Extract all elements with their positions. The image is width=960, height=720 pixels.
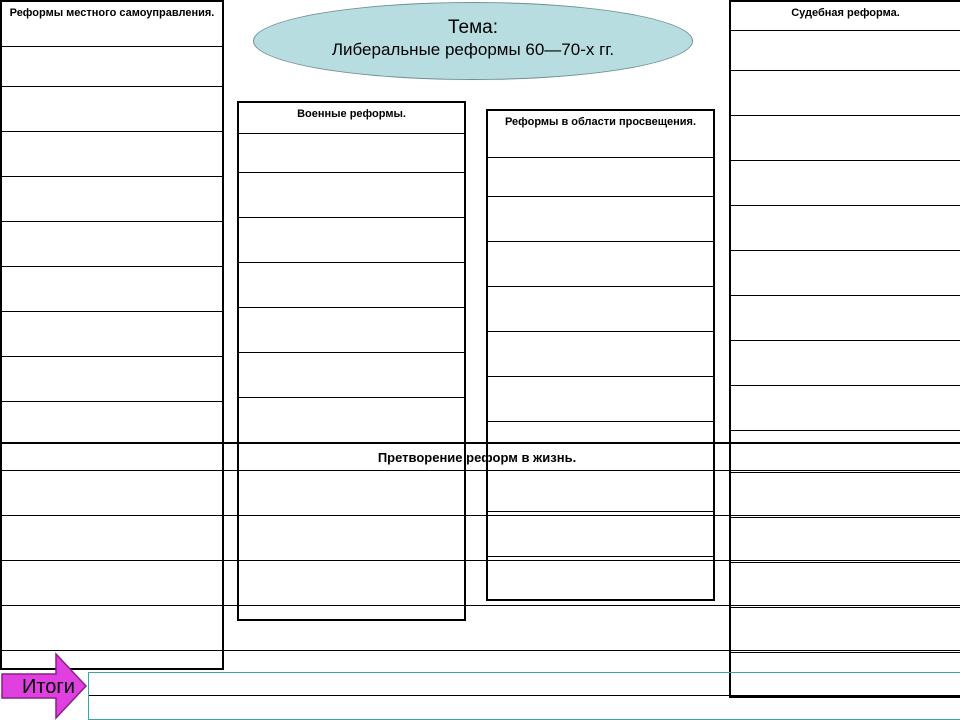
empty-row — [239, 172, 464, 173]
empty-row — [731, 115, 960, 116]
empty-row — [488, 376, 713, 377]
empty-row — [731, 385, 960, 386]
implementation-line — [0, 650, 960, 651]
empty-row — [731, 430, 960, 431]
empty-row — [488, 331, 713, 332]
empty-row — [731, 205, 960, 206]
empty-row — [731, 340, 960, 341]
military-reforms-column — [237, 101, 466, 621]
empty-row — [239, 397, 464, 398]
empty-row — [2, 176, 222, 177]
topic-label: Тема: — [447, 17, 498, 38]
topic-title: Либеральные реформы 60—70-х гг. — [331, 40, 615, 59]
result-label: Итоги — [22, 676, 75, 698]
topic-ellipse — [253, 2, 693, 80]
empty-row — [2, 266, 222, 267]
empty-row — [731, 472, 960, 473]
empty-row — [488, 196, 713, 197]
empty-row — [2, 221, 222, 222]
empty-row — [488, 511, 713, 512]
judicial-reform-column — [729, 0, 960, 698]
implementation-line — [0, 470, 960, 471]
implementation-line — [0, 560, 960, 561]
local-government-column — [0, 0, 224, 670]
empty-row — [239, 307, 464, 308]
empty-row — [731, 295, 960, 296]
empty-row — [731, 652, 960, 653]
implementation-divider — [0, 442, 960, 444]
empty-row — [488, 421, 713, 422]
empty-row — [731, 607, 960, 608]
education-reforms-title: Реформы в области просвещения. — [488, 111, 713, 158]
empty-row — [488, 556, 713, 557]
education-reforms-column — [486, 109, 715, 601]
military-reforms-title: Военные реформы. — [239, 103, 464, 134]
judicial-reform-title: Судебная реформа. — [731, 2, 960, 31]
empty-row — [239, 352, 464, 353]
local-government-title: Реформы местного самоуправления. — [2, 2, 222, 47]
empty-row — [731, 562, 960, 563]
empty-row — [2, 131, 222, 132]
implementation-title: Претворение реформ в жизнь. — [377, 450, 577, 465]
empty-row — [731, 517, 960, 518]
result-box — [88, 672, 960, 720]
empty-row — [2, 356, 222, 357]
empty-row — [2, 401, 222, 402]
implementation-line — [0, 515, 960, 516]
empty-row — [2, 86, 222, 87]
empty-row — [488, 241, 713, 242]
empty-row — [488, 286, 713, 287]
empty-row — [731, 160, 960, 161]
empty-row — [731, 250, 960, 251]
implementation-line — [0, 605, 960, 606]
empty-row — [239, 262, 464, 263]
empty-row — [239, 217, 464, 218]
empty-row — [731, 70, 960, 71]
empty-row — [2, 311, 222, 312]
